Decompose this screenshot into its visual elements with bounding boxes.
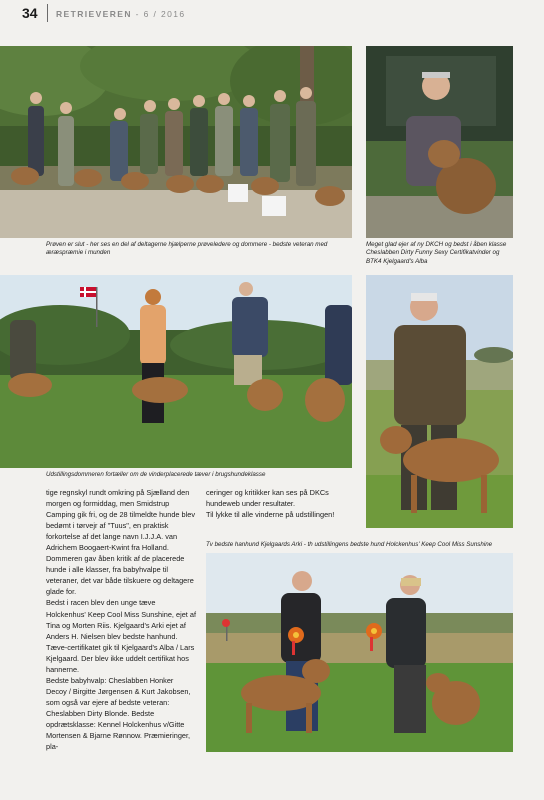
winners-photo: [206, 553, 513, 752]
owner-portrait-caption: Meget glad ejer af ny DKCH og bedst i åben klasse Cheslabben Dirty Funny Sexy Certifikatvinder og BTK4 Kjelgaard's Alba: [366, 241, 507, 265]
handler-with-dog-photo: [366, 275, 513, 528]
judge-photo: [0, 275, 352, 468]
article-paragraph: ceringer og kritikker kan ses på DKCs hundeweb under resultater.: [206, 488, 329, 509]
article-paragraph: Bedst i racen blev den unge tæve Holckenhus' Keep Cool Miss Sunshine, ejet af Tina og Morten Riis. Kjelgaard's Arki ejet af Anders H. Nielsen blev bedste hanhund. Tæve-certifikatet gik til Kjelgaard's Alba / Lars Kjelgaard. Der blev ikke uddelt certifikat hos hannerne.: [46, 598, 196, 674]
article-paragraph: Bedste babyhvalp: Cheslabben Honker Decoy / Birgitte Jørgensen & Kurt Jakobsen, som også var ejere af bedste veteran: Cheslabben Dirty Blonde. Bedste opdrætsklasse: Kennel Holckenhus v/Gitte Mortensen & Bjarne Rønnow. Præmieringer, pla-: [46, 675, 191, 752]
group-photo-caption: Prøven er slut - her ses en del af deltagerne hjælperne prøveledere og dommere - bedste veteran med æræspræmie i munden: [46, 241, 328, 257]
article-paragraph: tige regnskyl rundt omkring på Sjælland den morgen og formiddag, men Smidstrup Camping gik fri, og de 28 tilmeldte hunde blev bedømt i tørvejr af "Tuus", en praktisk forkortelse af det lange navn I.J.J.A. van Adrichem Boogaert-Kwint fra Holland. Dommeren gav åben kritik af de placerede hunde i alle klasser, fra babyhvalpe til veteraner, det var både tilskuere og deltagere glade for.: [46, 488, 196, 597]
group-photo: [0, 46, 352, 238]
page-header: [0, 0, 544, 28]
article-column-1: [46, 487, 196, 752]
article-paragraph: Til lykke til alle vinderne på udstillingen!: [206, 510, 335, 520]
header-divider: [47, 4, 48, 22]
magazine-name: RETRIEVEREN: [56, 9, 132, 19]
article-column-2: [206, 487, 358, 520]
issue-number: - 6 / 2016: [131, 9, 186, 19]
owner-portrait-photo: [366, 46, 513, 238]
magazine-title: [56, 9, 186, 19]
page-number: 34: [22, 5, 38, 21]
judge-photo-caption: Udstillingsdommeren fortæller om de vinderplacerede tæver i brugshundeklasse: [46, 471, 266, 478]
winners-caption: Tv bedste hanhund Kjelgaards Arki - th udstillingens bedste hund Holckenhus' Keep Cool Miss Sunshine: [206, 541, 493, 548]
